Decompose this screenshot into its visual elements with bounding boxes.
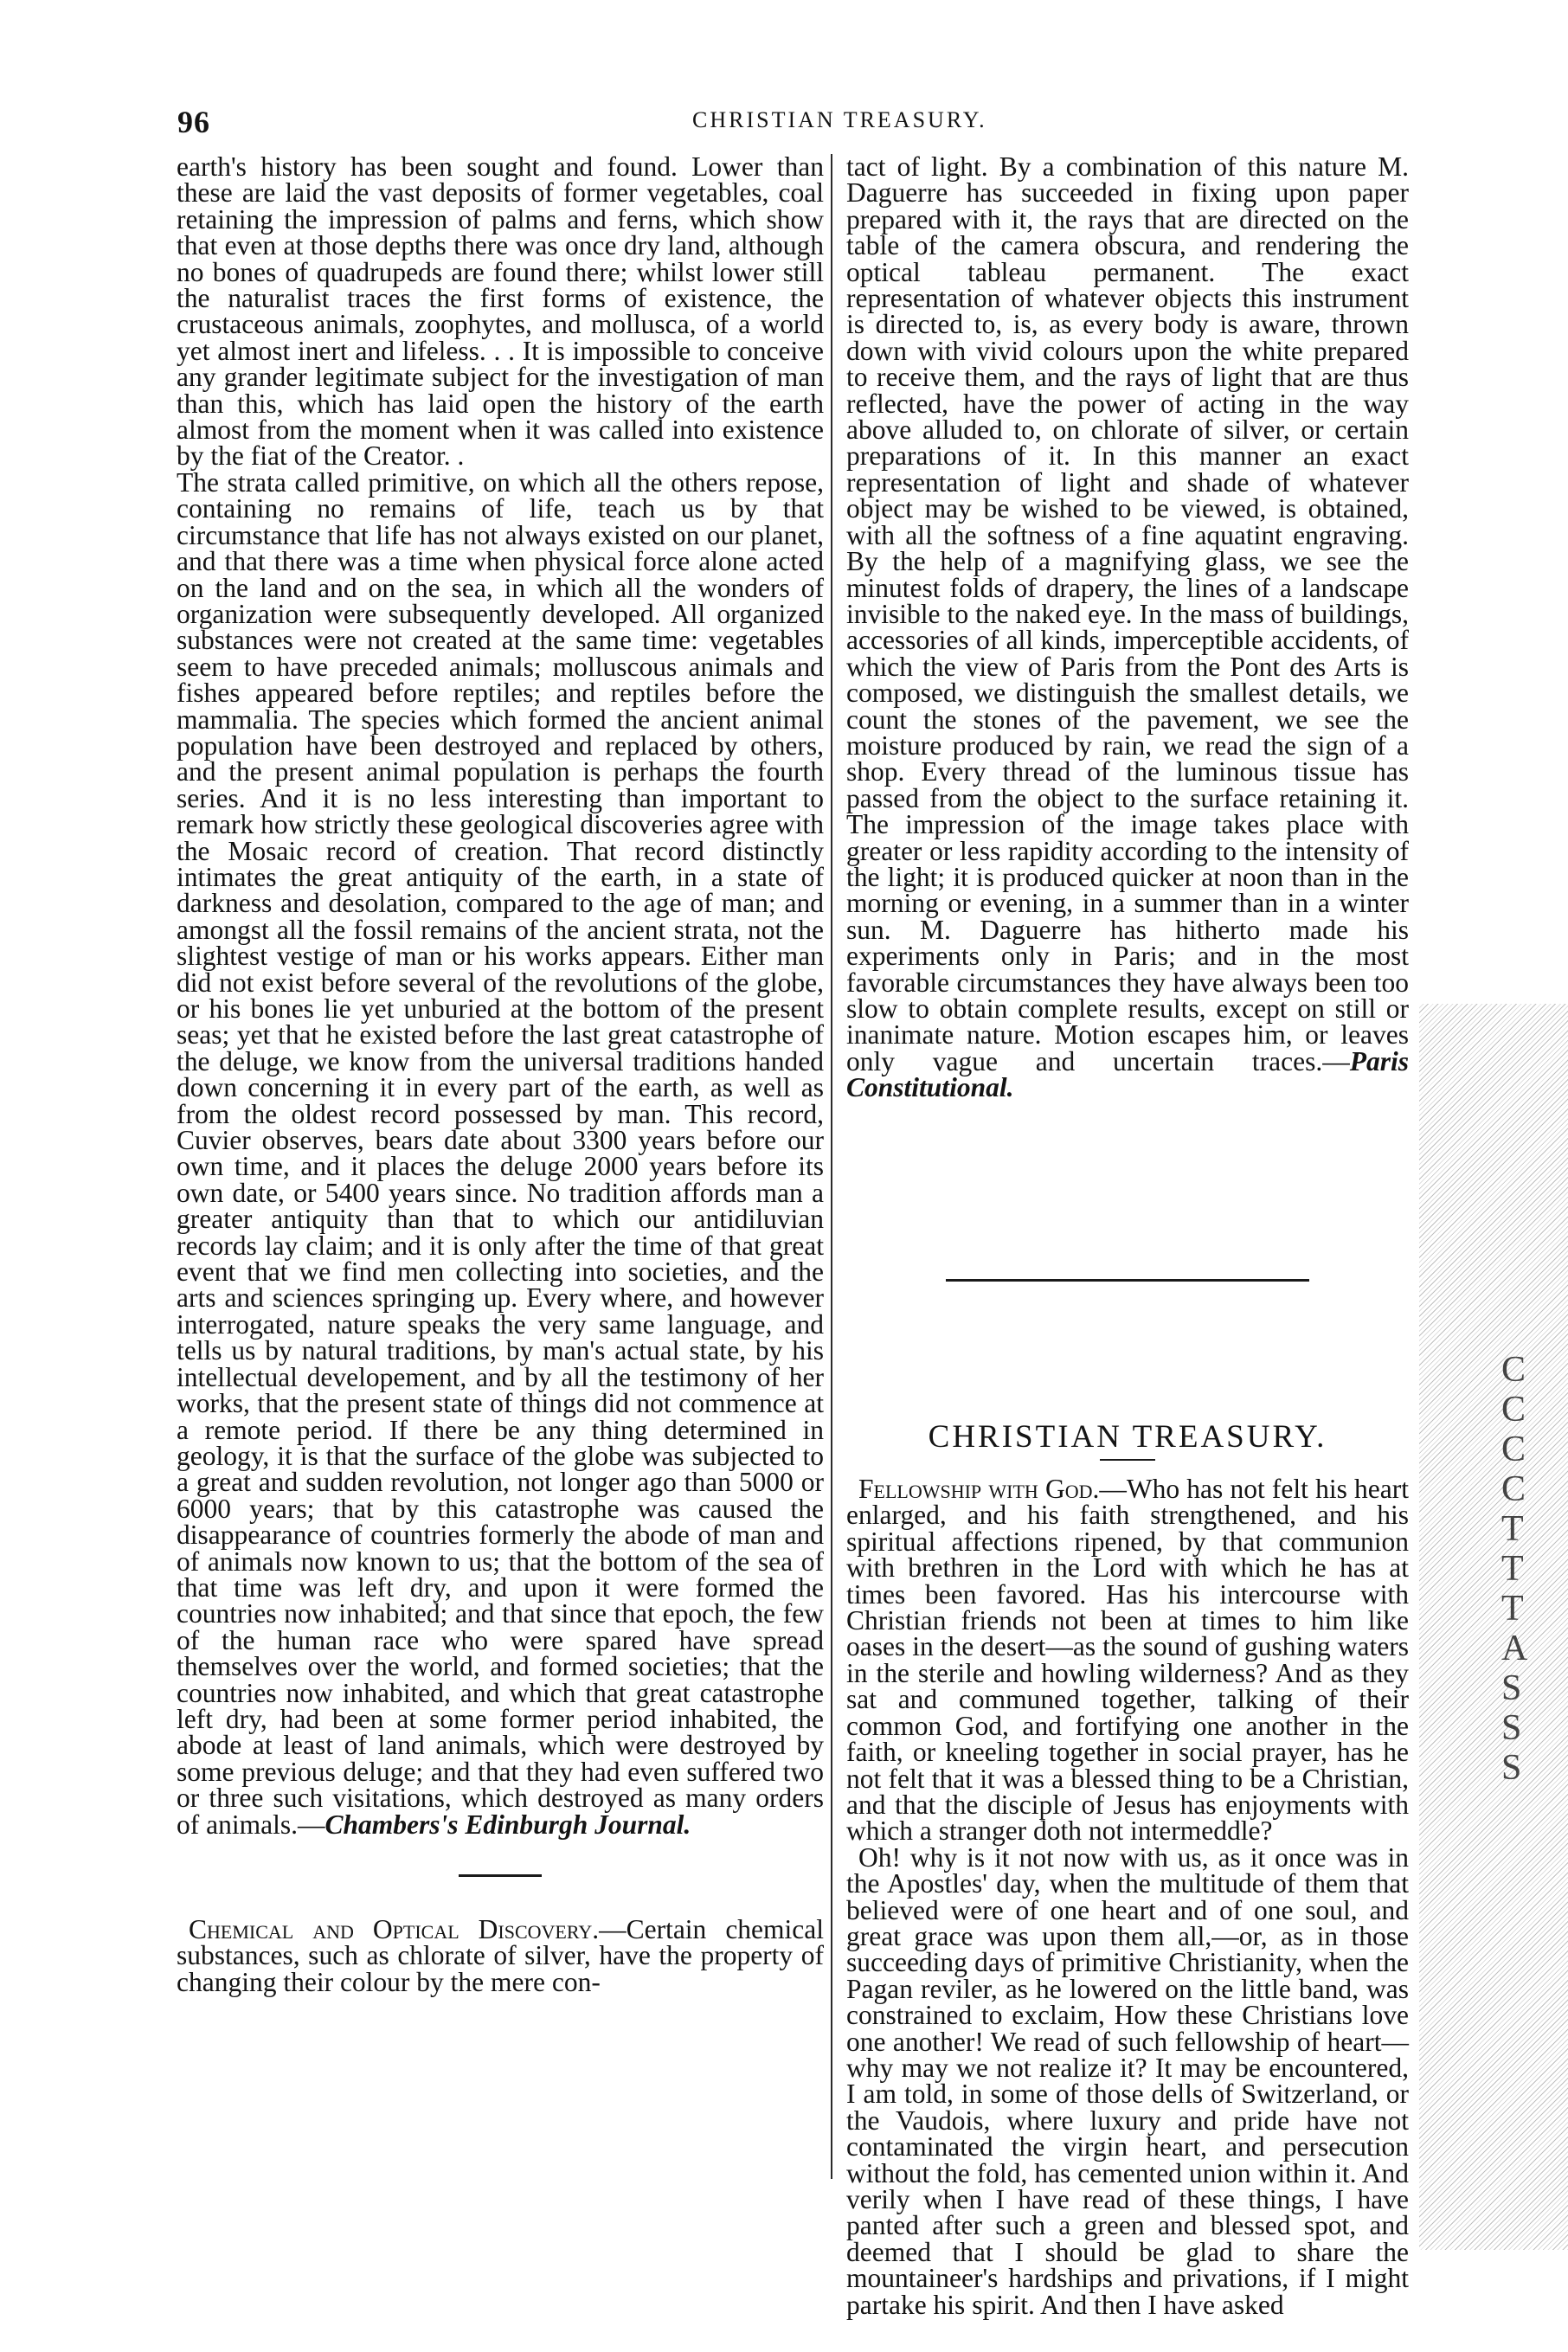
edge-letter: C: [1501, 1430, 1526, 1469]
edge-letter: C: [1501, 1469, 1526, 1509]
fellowship-p1-text: —Who has not felt his heart enlarged, and his faith strengthened, and his spiritual affections ripened, by that communion with brethren in the Lord with which he has at times been favored. Has his intercourse with Christian friends not been at times to him like oases in the desert—as the sound of gushing waters in the sterile and howling wilderness? And as they sat and communed together, talking of their common God, and fortifying one another in the faith, or kneeling together in social prayer, has he not felt that it was a blessed thing to be a Christian, and that the disciple of Jesus has enjoyments with which a stranger doth not intermeddle?: [846, 1474, 1409, 1847]
article-chemical-start: [177, 1914, 824, 1997]
section-separator: [946, 1279, 1309, 1282]
right-column: [846, 151, 1409, 2320]
fellowship-paragraph-2: Oh! why is it not now with us, as it once was in the Apostles' day, when the multitude of them that believed were of one heart and of one soul, and great grace was upon them all,—or, as in those succeeding days of primitive Christianity, when the Pagan reviler, as he lowered on the little band, was constrained to exclaim, How these Christians love one another! We read of such fellowship of heart—why may we not realize it? It may be encountered, I am told, in some of those dells of Switzerland, or the Vaudois, where luxury and pride have not contaminated the virgin heart, and persecution without the fold, has cemented union within it. And verily when I have read of these things, I have panted after such a green and blessed spot, and deemed that I should be glad to share the mountaineer's hardships and privations, if I might partake his spirit. And then I have asked: [846, 1841, 1409, 2320]
heading-rule: [1100, 1459, 1155, 1461]
source-citation: Chambers's Edinburgh Journal.: [325, 1809, 691, 1840]
edge-letter: C: [1501, 1390, 1526, 1430]
edge-letter: T: [1501, 1509, 1524, 1549]
article-chemical-cont-text: tact of light. By a combination of this nature M. Daguerre has succeeded in fixing upon paper prepared with it, the rays that are directed on the table of the camera obscura, and rendering the optical tableau permanent. The exact representation of whatever objects this instrument is directed to, is, as every body is aware, thrown down with vivid colours upon the white prepared to receive them, and the rays of light that are thus reflected, have the power of acting in the way above alluded to, on chlorate of silver, or certain preparations of it. In this manner an exact representation of light and shade of whatever object may be wished to be viewed, is obtained, with all the softness of a fine aquatint engraving. By the help of a magnifying glass, we see the minutest folds of drapery, the lines of a landscape invisible to the naked eye. In the mass of buildings, accessories of all kinds, imperceptible accidents, of which the view of Paris from the Pont des Arts is composed, we distinguish the smallest details, we count the stones of the pavement, we see the moisture produced by rain, we read the sign of a shop. Every thread of the luminous tissue has passed from the object to the surface retaining it. The impression of the image takes place with greater or less rapidity according to the intensity of the light; it is produced quicker at noon than in the morning or evening, in a summer than in a winter sun. M. Daguerre has hitherto made his experiments only in Paris; and in the most favorable circumstances they have always been too slow to obtain complete results, except on still or inanimate nature. Motion escapes him, or leaves only vague and uncertain traces.—: [846, 151, 1409, 1076]
article-chemical-text: —Certain chemical substances, such as chlorate of silver, have the property of changing their colour by the mere con-: [177, 1914, 824, 1997]
edge-letter: T: [1501, 1549, 1524, 1589]
section-heading: CHRISTIAN TREASURY.: [928, 1418, 1327, 1455]
paragraph-2-text: The strata called primitive, on which all the others repose, containing no remains of life, teach us by that circumstance that life has not always existed on our planet, and that there was a time when physical force alone acted on the land and on the sea, in which all the wonders of organization were subsequently developed. All organized substances were not created at the same time: vegetables seem to have preceded animals; molluscous animals and fishes appeared before reptiles; and reptiles before the mammalia. The species which formed the ancient animal population have been destroyed and replaced by others, and the present animal population is perhaps the fourth series. And it is no less interesting than important to remark how strictly these geological discoveries agree with the Mosaic record of creation. That record distinctly intimates the great antiquity of the earth, in a state of darkness and desolation, compared to the age of man; and amongst all the fossil remains of the ancient strata, not the slightest vestige of man or his works appears. Either man did not exist before several of the revolutions of the globe, or his bones lie yet unburied at the bottom of the present seas; yet that he existed before the last great catastrophe of the deluge, we know from the universal traditions handed down concerning it in every part of the earth, as well as from the oldest record possessed by man. This record, Cuvier observes, bears date about 3300 years before our own time, and it places the deluge 2000 years before its own date, or 5400 years since. No tradition affords man a greater antiquity than that to which our antidiluvian records lay claim; and it is only after the time of that great event that we find men collecting into societies, and the arts and sciences springing up. Every where, and however interrogated, nature speaks the very same language, and tells us by natural traditions, by man's actual state, by his intellectual developement, and by all the testimony of her works, that the present state of things did not commence at a remote period. If there be any thing determined in geology, it is that the surface of the globe was subjected to a great and sudden revolution, not longer ago than 5000 or 6000 years; that by this catastrophe was caused the disappearance of countries formerly the abode of man and of animals now known to us; that the bottom of the sea of that time was left dry, and upon it were formed the countries now inhabited; and that since that epoch, the few of the human race who were spared have spread themselves over the world, and formed societies; that the countries now inhabited, and which that great catastrophe left dry, had been at some former period inhabited, the abode at least of land animals, which were destroyed by some previous deluge; and that they had even suffered two or three such visitations, which destroyed as many orders of animals.—: [177, 466, 824, 1840]
article-separator: [459, 1874, 542, 1877]
fellowship-lead: Fellowship with God.: [858, 1474, 1100, 1505]
article-heading: Chemical and Optical Discovery.: [189, 1914, 600, 1944]
edge-letter: S: [1501, 1748, 1522, 1788]
edge-letter: C: [1501, 1350, 1526, 1390]
fellowship-paragraph-1: [846, 1476, 1409, 1845]
article-geology-paragraph-2: [177, 466, 824, 1840]
edge-bleed-letters: [1501, 1350, 1553, 1788]
article-geology-paragraph-1: earth's history has been sought and found. Lower than these are laid the vast deposits of former vegetables, coal retaining the impression of palms and ferns, which show that even at those depths there was once dry land, although no bones of quadrupeds are found there; whilst lower still the naturalist traces the first forms of existence, the crustaceous animals, zoophytes, and mollusca, of a world yet almost inert and lifeless. . . It is impossible to conceive any grander legitimate subject for the investigation of man than this, which has laid open the history of the earth almost from the moment when it was called into existence by the fiat of the Creator. .: [177, 151, 824, 472]
blank-space: [846, 1102, 1409, 1279]
page-number: 96: [177, 105, 210, 139]
edge-letter: S: [1501, 1668, 1522, 1708]
left-column: [177, 151, 824, 2153]
article-chemical-continued: [846, 151, 1409, 1103]
edge-letter: A: [1501, 1629, 1528, 1668]
column-divider: [831, 154, 832, 2179]
running-title: CHRISTIAN TREASURY.: [692, 107, 987, 132]
source-citation-paris: Paris Constitutional.: [846, 1045, 1409, 1103]
edge-letter: T: [1501, 1589, 1524, 1629]
edge-letter: S: [1501, 1708, 1522, 1748]
